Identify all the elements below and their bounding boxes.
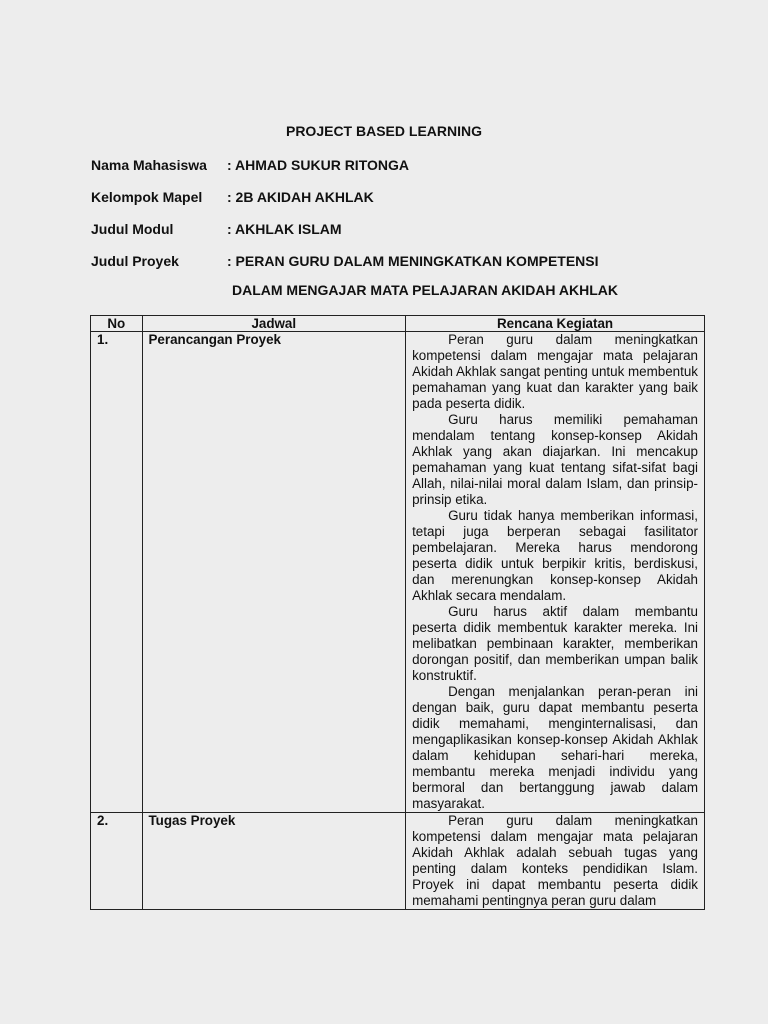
row-number: 2. [91,813,143,910]
table-row [91,332,705,813]
paragraph: Dengan menjalankan peran-peran ini dengan baik, guru dapat membantu peserta didik memahami, menginternalisasi, dan mengaplikasikan konsep-konsep Akidah Akhlak dalam kehidupan sehari-hari mereka, membantu mereka menjadi individu yang bermoral dan bertanggung jawab dalam masyarakat. [412,684,698,811]
project-plan-table [90,315,705,910]
header-no: No [91,316,143,332]
row-rencana-kegiatan [406,813,705,910]
table-header-row [91,316,705,332]
paragraph: Guru harus memiliki pemahaman mendalam tentang konsep-konsep Akidah Akhlak yang akan diajarkan. Ini mencakup pemahaman yang kuat tentang sifat-sifat bagi Allah, nilai-nilai moral dalam Islam, dan prinsip-prinsip etika. [412,412,698,507]
document-subtitle: DALAM MENGAJAR MATA PELAJARAN AKIDAH AKHLAK [231,282,619,298]
header-jadwal: Jadwal [142,316,406,332]
meta-label: Nama Mahasiswa [91,157,207,173]
table-row [91,813,705,910]
row-rencana-kegiatan [406,332,705,813]
meta-label: Judul Modul [91,221,174,237]
row-jadwal: Perancangan Proyek [142,332,406,813]
paragraph: Peran guru dalam meningkatkan kompetensi dalam mengajar mata pelajaran Akidah Akhlak adalah sebuah tugas yang penting dalam konteks pendidikan Islam. Proyek ini dapat membantu peserta didik memahami pentingnya peran guru dalam [412,813,698,908]
paragraph: Peran guru dalam meningkatkan kompetensi dalam mengajar mata pelajaran Akidah Akhlak sangat penting untuk membentuk pemahaman yang kuat dan karakter yang baik pada peserta didik. [412,332,698,411]
meta-label: Judul Proyek [91,253,179,269]
row-number: 1. [91,332,143,813]
meta-value: : PERAN GURU DALAM MENINGKATKAN KOMPETENSI [227,253,599,269]
document-title: PROJECT BASED LEARNING [285,123,483,139]
paragraph: Guru harus aktif dalam membantu peserta didik membentuk karakter mereka. Ini melibatkan pembinaan karakter, memberikan dorongan positif, dan memberikan umpan balik konstruktif. [412,604,698,683]
meta-value: : AHMAD SUKUR RITONGA [227,157,409,173]
meta-value: : AKHLAK ISLAM [227,221,342,237]
paragraph: Guru tidak hanya memberikan informasi, tetapi juga berperan sebagai fasilitator pembelajaran. Mereka harus mendorong peserta didik untuk berpikir kritis, berdiskusi, dan merenungkan konsep-konsep Akidah Akhlak secara mendalam. [412,508,698,603]
row-jadwal: Tugas Proyek [142,813,406,910]
meta-value: : 2B AKIDAH AKHLAK [227,189,374,205]
meta-label: Kelompok Mapel [91,189,203,205]
header-rencana-kegiatan: Rencana Kegiatan [406,316,705,332]
